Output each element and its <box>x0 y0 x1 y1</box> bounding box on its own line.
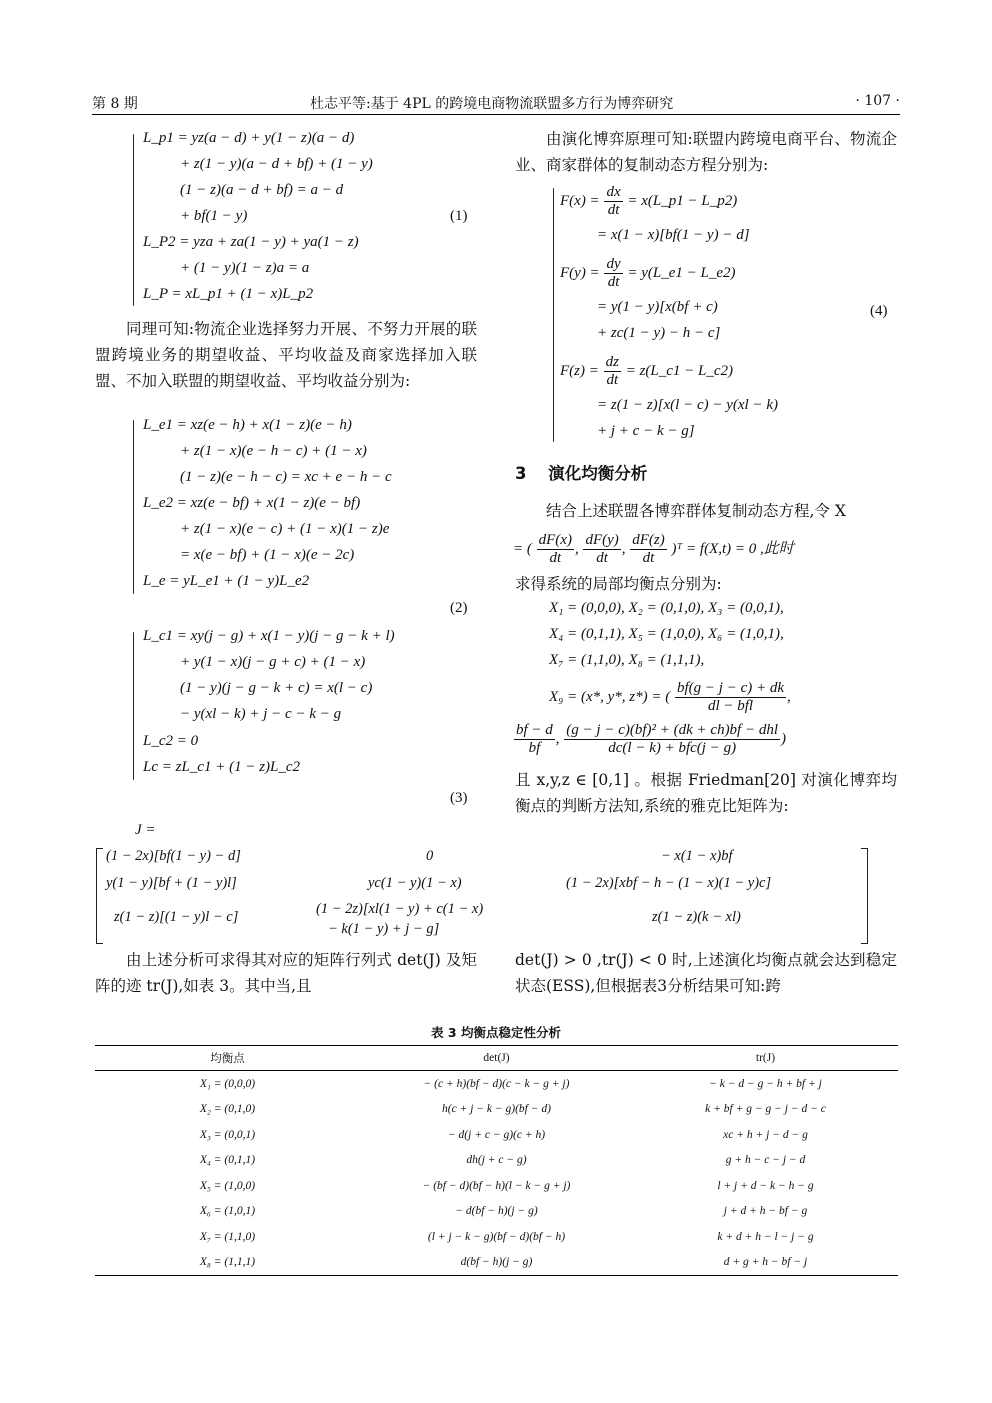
eq3-line: (1 − y)(j − g − k + c) = x(l − c) <box>180 680 373 696</box>
x9-fraction-1 <box>675 680 786 715</box>
fraction-numerator: dF(z) <box>632 532 665 548</box>
paragraph-3a: 结合上述联盟各博弈群体复制动态方程,令 X <box>546 502 846 520</box>
fraction-numerator: bf − d <box>516 722 553 738</box>
eq4-fz-fraction <box>604 354 621 389</box>
paragraph-4: 且 x,y,z ∈ [0,1] 。根据 Friedman[20] 对演化博弈均衡点的判断方法知,系统的雅克比矩阵为: <box>515 771 897 815</box>
eq2-line: + z(1 − x)(e − h − c) + (1 − x) <box>180 443 367 459</box>
eq4-fx-rhs: = x(L_p1 − L_p2) <box>627 192 738 209</box>
issue-label: 第 8 期 <box>92 96 138 112</box>
cond-fraction-x <box>537 532 574 567</box>
eq2-line: + z(1 − x)(e − c) + (1 − x)(1 − z)e <box>180 521 390 537</box>
eq2-line: L_e1 = xz(e − h) + x(1 − z)(e − h) <box>143 417 352 433</box>
fraction-numerator: dx <box>606 184 621 200</box>
x9-lead: X₉ = (x*, y*, z*) = ( <box>549 688 671 705</box>
eq3-line: + y(1 − x)(j − g + c) + (1 − x) <box>180 654 366 670</box>
table-row <box>95 1071 898 1097</box>
jacobian-matrix <box>96 848 868 944</box>
matrix-cell: y(1 − y)[bf + (1 − y)l] <box>106 875 237 891</box>
eq1-line: + bf(1 − y) <box>180 208 248 224</box>
x9-fraction-2 <box>514 722 555 757</box>
eq4-number: (4) <box>870 303 888 319</box>
table-cell: X₁ = (0,0,0) <box>199 1077 256 1090</box>
section-3-heading <box>515 460 647 484</box>
eq4-fz-label: F(z) = <box>560 362 599 379</box>
eq1-line: L_P2 = yza + za(1 − y) + ya(1 − z) <box>143 234 359 250</box>
eq3-brace <box>133 632 134 780</box>
table-cell: X₃ = (0,0,1) <box>199 1128 256 1141</box>
eq3-line: L_c2 = 0 <box>143 733 199 749</box>
fraction-numerator: dF(x) <box>538 532 572 548</box>
table-cell: X₂ = (0,1,0) <box>199 1103 256 1116</box>
table-cell: l + j + d − k − h − g <box>717 1179 814 1192</box>
table-cell: h(c + j − k − g)(bf − d) <box>442 1103 551 1116</box>
equilibrium-point-line: X₄ = (0,1,1), X₅ = (1,0,0), X₆ = (1,0,1), <box>549 626 784 642</box>
paragraph-6: det(J) > 0 ,tr(J) < 0 时,上述演化均衡点就会达到稳定状态(ESS),但根据表3分析结果可知:跨 <box>515 951 897 995</box>
table-cell: X₈ = (1,1,1) <box>95 1250 360 1276</box>
fraction-numerator: bf(g − j − c) + dk <box>677 680 785 696</box>
table-row <box>95 1224 898 1250</box>
fraction-denominator: dt <box>596 550 608 566</box>
table-cell: k + bf + g − g − j − d − c <box>705 1103 826 1116</box>
matrix-cell: 0 <box>426 848 434 864</box>
eq3-line: Lc = zL_c1 + (1 − z)L_c2 <box>143 759 301 775</box>
section-title: 演化均衡分析 <box>548 464 648 483</box>
table-cell: − (bf − d)(bf − h)(l − k − g + j) <box>422 1179 571 1192</box>
eq4-line: = x(1 − x)[bf(1 − y) − d] <box>597 227 750 243</box>
fraction-denominator: dc(l − k) + bfc(j − g) <box>608 740 737 756</box>
eq1-line: L_P = xL_p1 + (1 − x)L_p2 <box>143 286 314 302</box>
eq1-line: L_p1 = yz(a − d) + y(1 − z)(a − d) <box>143 130 355 146</box>
table-3-caption: 表 3 均衡点稳定性分析 <box>431 1025 561 1040</box>
fraction-numerator: dz <box>605 354 619 370</box>
table-3 <box>95 1045 898 1276</box>
fraction-numerator: (g − j − c)(bf)² + (dk + ch)bf − dhl <box>566 722 779 738</box>
table-cell: j + d + h − bf − g <box>723 1205 808 1218</box>
eq1-line: (1 − z)(a − d + bf) = a − d <box>180 182 344 198</box>
table-cell: g + h − c − j − d <box>725 1154 806 1167</box>
eq4-fx-line <box>560 184 737 219</box>
eq2-line: L_e2 = xz(e − bf) + x(1 − z)(e − bf) <box>143 495 361 511</box>
eq4-fz-rhs: = z(L_c1 − L_c2) <box>625 362 734 379</box>
cond-fraction-y <box>583 532 620 567</box>
eq4-brace <box>553 188 554 442</box>
cond-open: = ( <box>513 540 532 557</box>
table-cell: − d(bf − h)(j − g) <box>455 1205 538 1218</box>
jacobian-label: J = <box>135 822 156 838</box>
paragraph-5: 由上述分析可求得其对应的矩阵行列式 det(J) 及矩阵的迹 tr(J),如表 3。其中当,且 <box>95 951 477 995</box>
x9-fraction-3 <box>564 722 780 757</box>
matrix-cell: (1 − 2x)[bf(1 − y) − d] <box>106 848 241 864</box>
fraction-denominator: dt <box>607 202 620 218</box>
table-row <box>95 1173 898 1199</box>
matrix-cell: − k(1 − y) + j − g] <box>328 921 440 937</box>
eq2-brace <box>133 420 134 594</box>
cond-close: )ᵀ = f(X,t) = 0 ,此时 <box>671 540 794 557</box>
eq1-line: + z(1 − y)(a − d + bf) + (1 − y) <box>180 156 373 172</box>
table-row <box>95 1122 898 1148</box>
eq1-line: + (1 − y)(1 − z)a = a <box>180 260 310 276</box>
equilibrium-condition: = ( $\frac{dF(x)}{dt}$ , $\frac{dF(y)}{dt}$ , $\frac{dF(z)}{dt}$ )ᵀ = f(X,t) = 0 ,此时 <box>513 532 794 566</box>
section-number: 3 <box>515 464 527 483</box>
eq3-line: − y(xl − k) + j − c − k − g <box>180 706 342 722</box>
fraction-numerator: dF(y) <box>585 532 619 548</box>
matrix-cell: (1 − 2z)[xl(1 − y) + c(1 − x) <box>316 901 484 917</box>
paragraph-1: 同理可知:物流企业选择努力开展、不努力开展的联盟跨境业务的期望收益、平均收益及商家选择加入联盟、不加入联盟的期望收益、平均收益分别为: <box>95 320 477 390</box>
fraction-denominator: dt <box>549 550 562 566</box>
table-cell: X₇ = (1,1,0) <box>199 1230 256 1243</box>
eq3-line: L_c1 = xy(j − g) + x(1 − y)(j − g − k + l) <box>143 628 395 644</box>
paragraph-3c: 求得系统的局部均衡点分别为: <box>515 575 722 593</box>
running-title: 杜志平等:基于 4PL 的跨境电商物流联盟多方行为博弈研究 <box>310 96 674 112</box>
eq4-line: + j + c − k − g] <box>597 423 695 439</box>
fraction-numerator: dy <box>606 256 621 272</box>
eq4-fy-line <box>560 256 736 291</box>
table-cell: X₅ = (1,0,0) <box>199 1179 256 1192</box>
column-header: 均衡点 <box>95 1046 360 1071</box>
eq4-line: + zc(1 − y) − h − c] <box>597 325 721 341</box>
table-row <box>95 1250 898 1276</box>
eq4-fx-fraction <box>604 184 622 219</box>
eq4-line: = z(1 − z)[x(l − c) − y(xl − k) <box>597 397 778 413</box>
matrix-cell: (1 − 2x)[xbf − h − (1 − x)(1 − y)c] <box>566 875 772 891</box>
eq3-number: (3) <box>450 790 468 806</box>
cond-fraction-z <box>630 532 667 567</box>
eq2-line: = x(e − bf) + (1 − x)(e − 2c) <box>180 547 355 563</box>
x9-continuation: $\frac{bf - d}{bf}$ , $\frac{\text{(g − j − c)(bf)² + (dk + ch)bf − dhl}}{\text{dc(l − k) + bfc(j − g)}}$ ) <box>516 722 787 756</box>
eq4-fx-label: F(x) = <box>560 192 600 209</box>
table-cell: − k − d − g − h + bf + j <box>709 1077 822 1090</box>
running-header <box>92 90 900 114</box>
eq2-line: L_e = yL_e1 + (1 − y)L_e2 <box>143 573 310 589</box>
table-cell: xc + h + j − d − g <box>723 1128 808 1141</box>
eq1-number: (1) <box>450 208 468 224</box>
eq2-number: (2) <box>450 600 468 616</box>
paragraph-2: 由演化博弈原理可知:联盟内跨境电商平台、物流企业、商家群体的复制动态方程分别为: <box>515 130 897 174</box>
matrix-left-bracket <box>96 848 103 944</box>
eq4-line: = y(1 − y)[x(bf + c) <box>597 299 718 315</box>
matrix-right-bracket <box>861 848 868 944</box>
eq4-fy-fraction <box>604 256 622 291</box>
table-row <box>95 1148 898 1174</box>
eq1-brace <box>133 134 134 306</box>
header-rule <box>92 114 900 115</box>
table-cell: − d(j + c − g)(c + h) <box>447 1128 546 1141</box>
table-cell: X₆ = (1,0,1) <box>199 1205 256 1218</box>
eq4-fz-line <box>560 354 733 389</box>
page-number: · 107 · <box>855 93 900 109</box>
table-cell: d(bf − h)(j − g) <box>360 1250 633 1276</box>
column-header: tr(J) <box>633 1046 898 1071</box>
table-cell: dh(j + c − g) <box>466 1154 527 1167</box>
table-row <box>95 1199 898 1225</box>
eq2-line: (1 − z)(e − h − c) = xc + e − h − c <box>180 469 392 485</box>
table-cell: X₄ = (0,1,1) <box>199 1154 256 1167</box>
equilibrium-point-line: X₇ = (1,1,0), X₈ = (1,1,1), <box>549 652 705 668</box>
table-cell: d + g + h − bf − j <box>633 1250 898 1276</box>
table-row <box>95 1097 898 1123</box>
table-header-row <box>95 1046 898 1071</box>
table-cell: (l + j − k − g)(bf − d)(bf − h) <box>427 1230 566 1243</box>
matrix-cell: z(1 − z)(k − xl) <box>652 909 741 925</box>
eq4-fy-label: F(y) = <box>560 264 600 281</box>
matrix-cell: yc(1 − y)(1 − x) <box>368 875 462 891</box>
fraction-denominator: dt <box>606 372 619 388</box>
table-cell: − (c + h)(bf − d)(c − k − g + j) <box>423 1077 570 1090</box>
fraction-denominator: bf <box>528 740 541 756</box>
matrix-cell: z(1 − z)[(1 − y)l − c] <box>114 909 239 925</box>
matrix-cell: − x(1 − x)bf <box>661 848 733 864</box>
eq4-fy-rhs: = y(L_e1 − L_e2) <box>627 264 736 281</box>
table-cell: k + d + h − l − j − g <box>717 1230 814 1243</box>
fraction-denominator: dt <box>642 550 655 566</box>
column-header: det(J) <box>360 1046 633 1071</box>
x9-line: X₉ = (x*, y*, z*) = ( $\frac{bf(g - j - c) + dk}{\text{dl − bfl}}$ , <box>549 680 791 714</box>
fraction-denominator: dt <box>607 274 620 290</box>
equilibrium-point-line: X₁ = (0,0,0), X₂ = (0,1,0), X₃ = (0,0,1), <box>549 600 784 616</box>
fraction-denominator: dl − bfl <box>707 698 754 714</box>
